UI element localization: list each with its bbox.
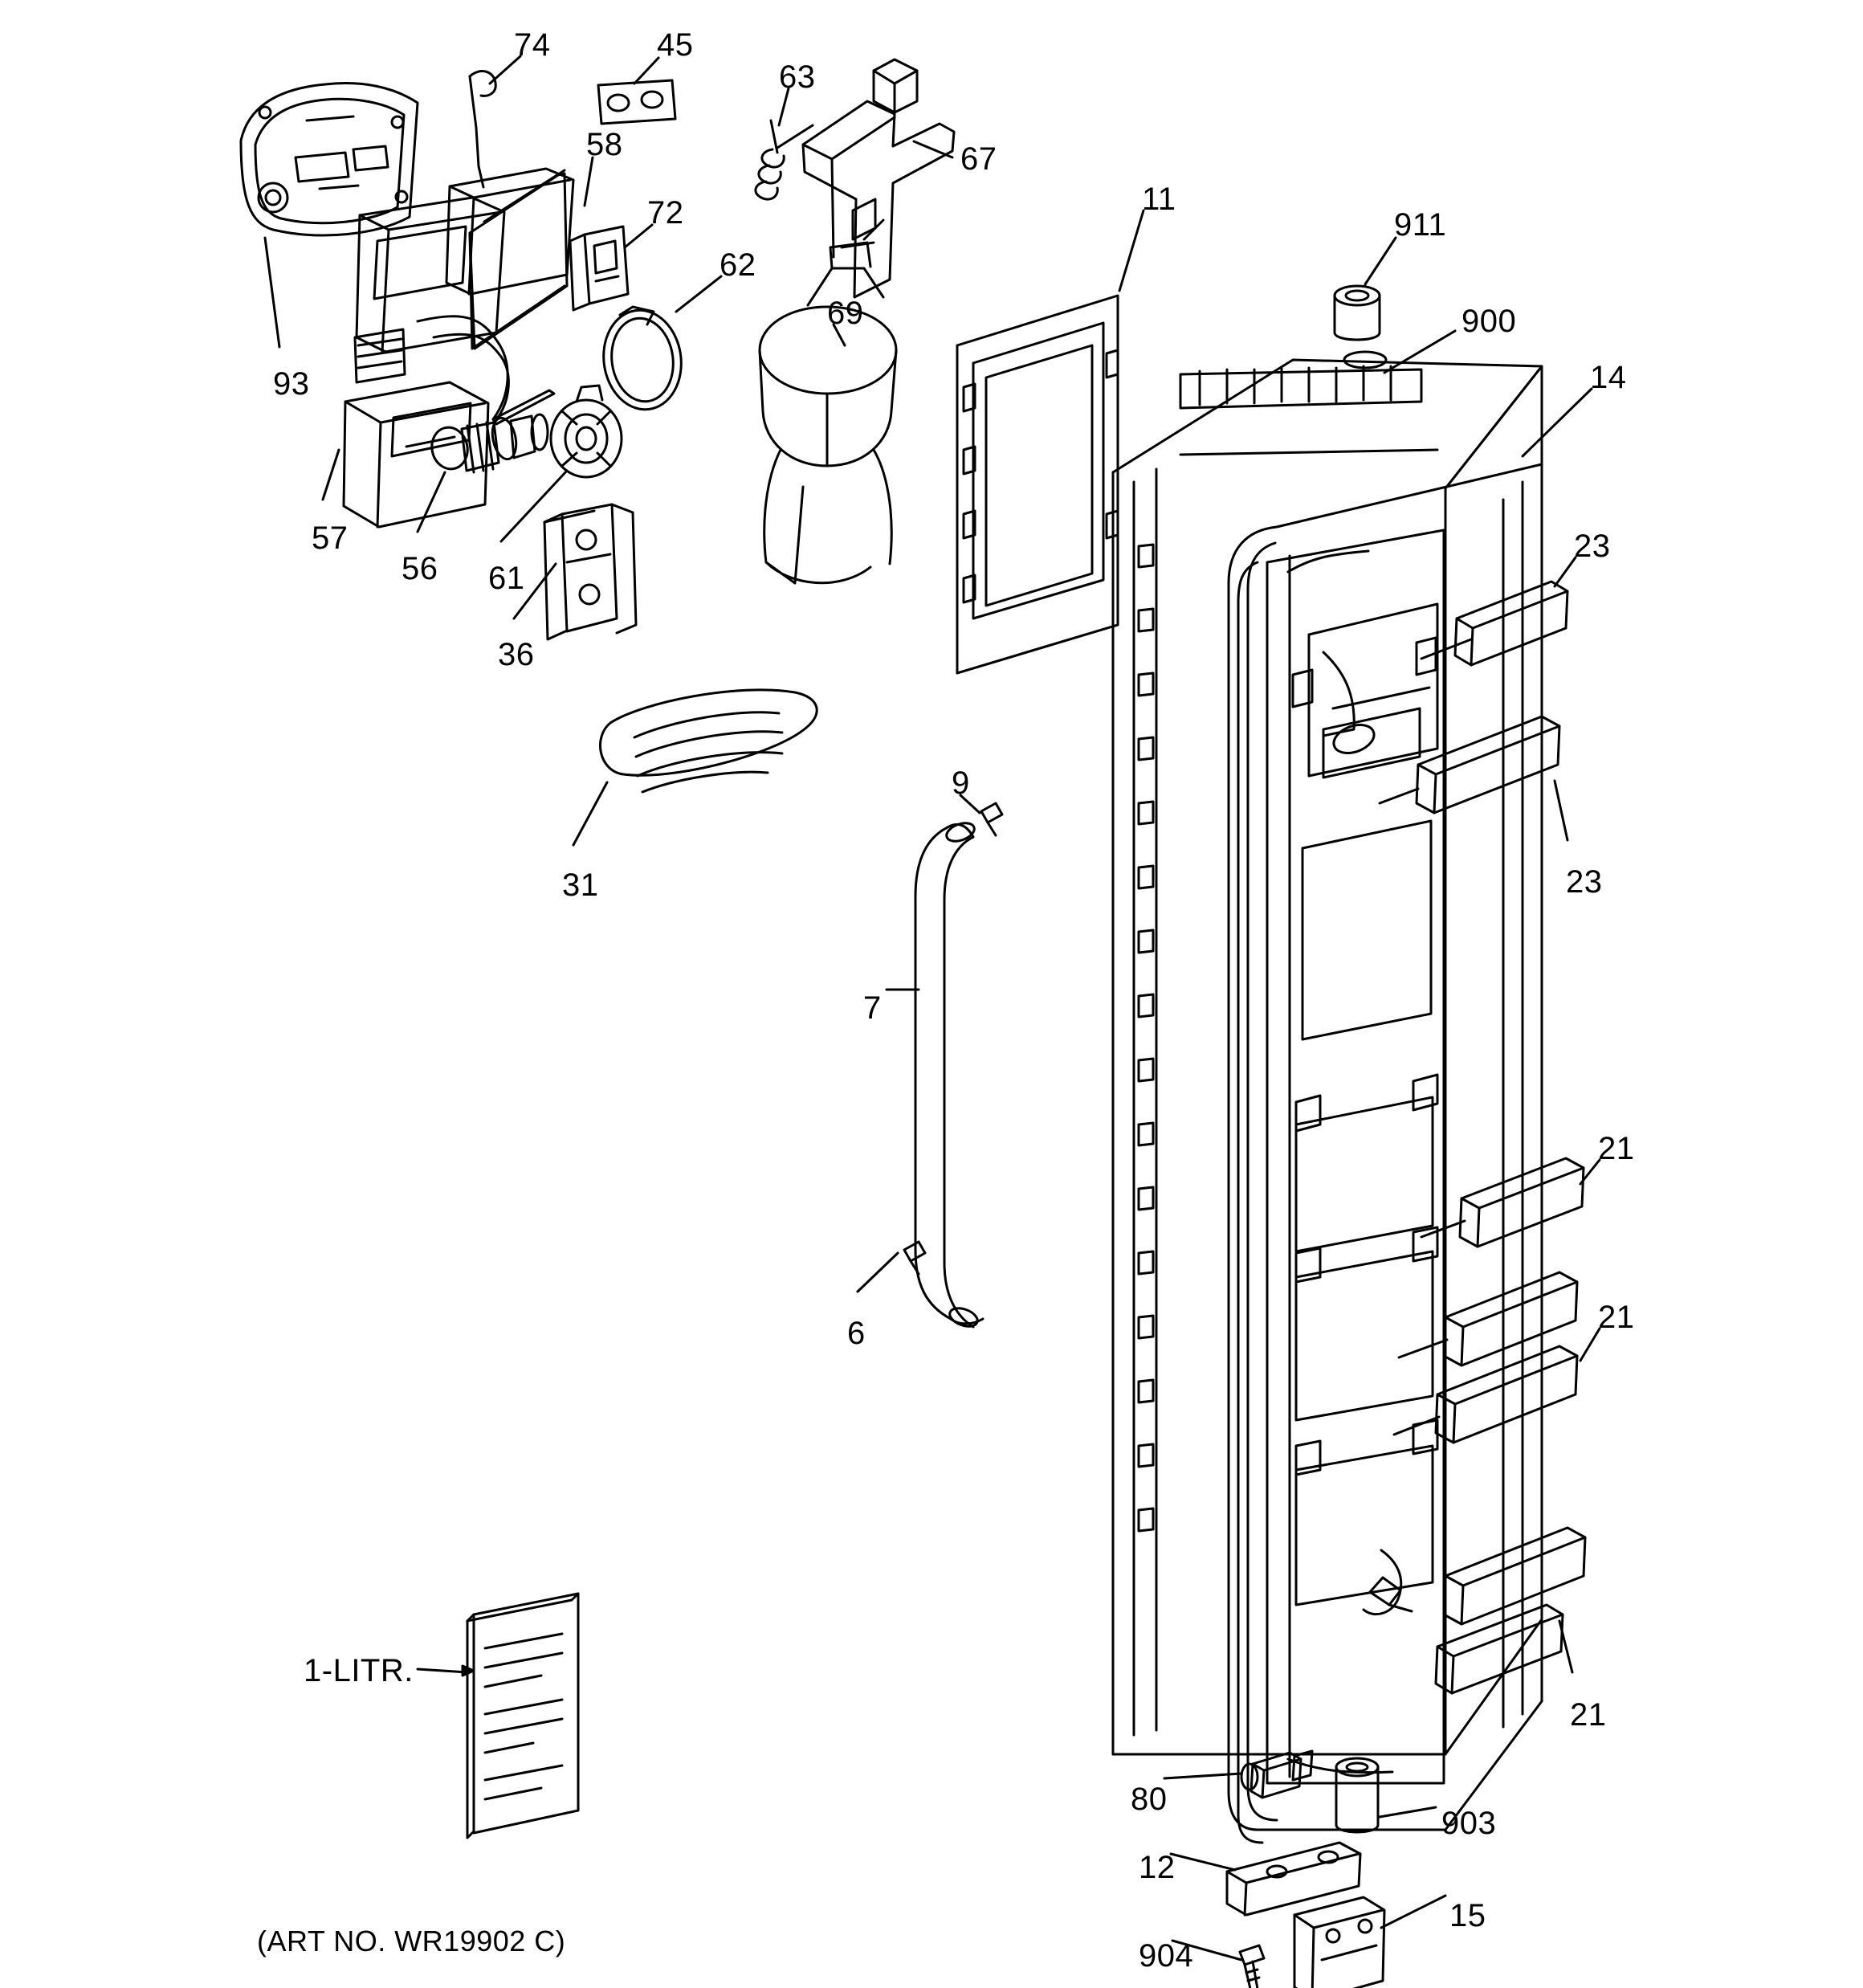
callout-21-lower: 21	[1570, 1697, 1607, 1733]
callout-74: 74	[514, 27, 551, 63]
callout-904: 904	[1139, 1938, 1194, 1974]
callout-67: 67	[960, 141, 997, 177]
callout-7: 7	[863, 990, 882, 1026]
callout-11: 11	[1142, 182, 1176, 217]
callout-72: 72	[647, 195, 684, 231]
callout-903: 903	[1441, 1806, 1497, 1841]
art-number-label: (ART NO. WR19902 C)	[257, 1925, 566, 1957]
callout-61: 61	[488, 561, 525, 596]
callout-56: 56	[402, 551, 438, 586]
callout-58: 58	[586, 127, 623, 162]
callout-62: 62	[720, 247, 756, 283]
callout-31: 31	[562, 867, 599, 903]
callout-15: 15	[1449, 1898, 1486, 1933]
callout-80: 80	[1131, 1782, 1168, 1817]
callout-23-upper: 23	[1574, 529, 1611, 564]
callout-6: 6	[847, 1316, 866, 1351]
callout-23-lower: 23	[1566, 864, 1603, 900]
callout-63: 63	[779, 59, 816, 95]
callout-93: 93	[273, 366, 310, 402]
callout-69: 69	[827, 296, 864, 331]
callout-900: 900	[1461, 304, 1517, 339]
callout-45: 45	[657, 27, 694, 63]
callout-21-upper: 21	[1598, 1131, 1635, 1166]
callout-36: 36	[498, 637, 535, 672]
callout-14: 14	[1590, 360, 1627, 395]
callout-12: 12	[1139, 1850, 1176, 1885]
callout-911: 911	[1394, 207, 1447, 243]
callout-21-mid: 21	[1598, 1300, 1635, 1335]
callout-57: 57	[312, 520, 349, 556]
callout-9: 9	[952, 765, 970, 801]
literature-label: 1-LITR.	[304, 1653, 414, 1688]
